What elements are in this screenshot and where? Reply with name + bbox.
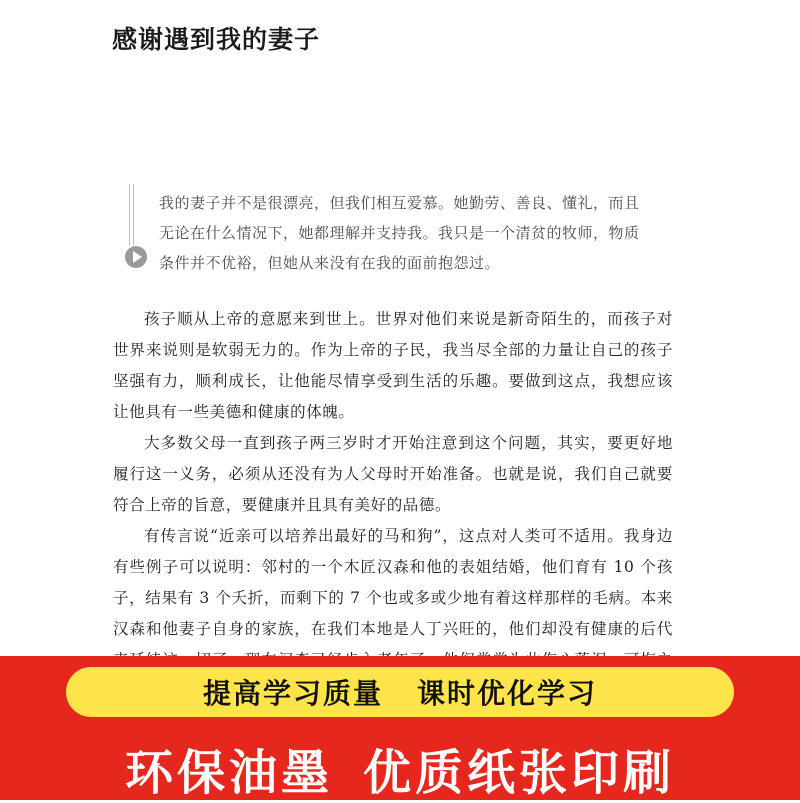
paragraph: 大多数父母一直到孩子两三岁时才开始注意到这个问题，其实，要更好地履行这一义务，必须从还没有为人父母时开始准备。也就是说，我们自己就要符合上帝的旨意，要健康并且具有美好的品德。 [113,434,673,514]
slogan-right: 课时优化学习 [417,677,598,710]
promo-banner [0,656,800,800]
slogan-pill [66,667,734,717]
banner-main-text [0,734,800,803]
quote-text: 我的妻子并不是很漂亮，但我们相互爱慕。她勤劳、善良、懂礼，而且无论在什么情况下，她都理解并支持我。我只是一个清贫的牧师，物质条件并不优裕，但她从来没有在我的面前抱怨过。 [159,194,640,272]
slogan-left: 提高学习质量 [202,677,383,710]
main-right: 优质纸张印刷 [363,745,676,801]
main-left: 环保油墨 [124,745,333,801]
play-icon [125,246,147,268]
quote-bar [129,184,134,246]
paragraph: 有传言说“近亲可以培养出最好的马和狗”，这点对人类可不适用。我身边有些例子可以说明：邻村的一个木匠汉森和他的表姐结婚，他们育有 10 个孩子，结果有 3 个夭折，而剩下的 7 个也或多或少地有着这样那样的毛病。本来汉森和他妻子自身的家族，在我们本地是人丁兴旺的，他们却没有健康的后代 [113,527,673,638]
chapter-title: 感谢遇到我的妻子 [112,25,321,54]
quote-box [129,180,669,280]
paragraph: 孩子顺从上帝的意愿来到世上。世界对他们来说是新奇陌生的，而孩子对世界来说则是软弱无力的。作为上帝的子民，我当尽全部的力量让自己的孩子坚强有力，顺利成长，让他能尽情享受到生活的乐趣。要做到这点，我想应该让他具有一些美德和健康的体魄。 [113,310,673,421]
